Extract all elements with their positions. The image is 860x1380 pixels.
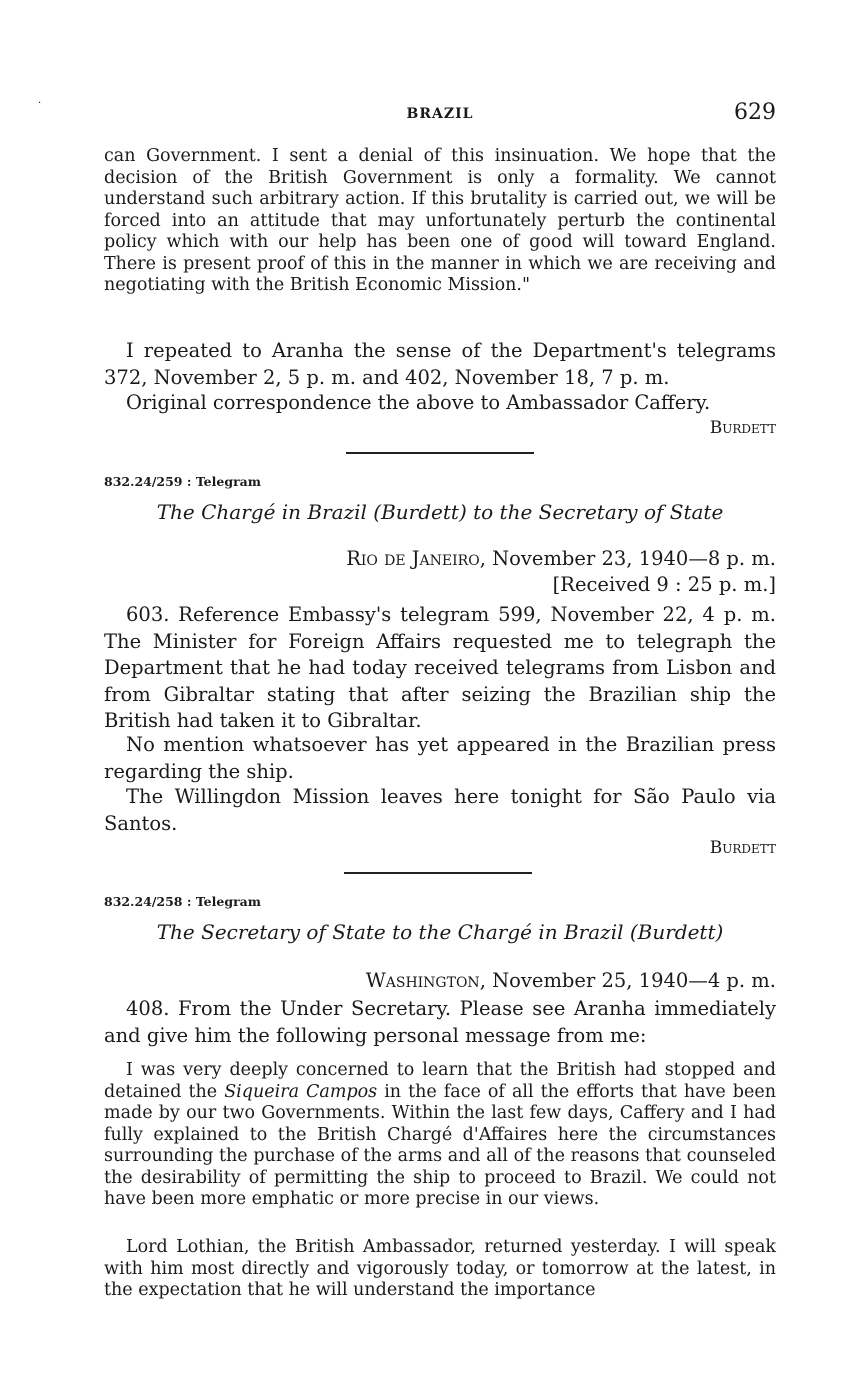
dateline-city: Rio de Janeiro bbox=[346, 547, 480, 570]
paragraph-original: Original correspondence the above to Ambassador Caffery. bbox=[126, 391, 711, 414]
ship-name: Siqueira Campos bbox=[224, 1081, 378, 1102]
quote-text-b: in the face of all the efforts that have been made by our two Governments. Within the last few days, Caffery and I had fully explained to the British Chargé d'Affaires here the circumstances surrounding the purchase of the arms and all of the reasons that counseled the desirability of permitting the ship to proceed to Brazil. We could not have been more emphatic or more precise in our views. bbox=[104, 1081, 776, 1209]
dateline-city-washington: Washington bbox=[365, 969, 480, 992]
stray-mark: · bbox=[38, 98, 42, 109]
document-heading-2: The Secretary of State to the Chargé in Brazil (Burdett) bbox=[156, 920, 724, 944]
paragraph-repeated: I repeated to Aranha the sense of the Department's telegrams 372, November 2, 5 p. m. and 402, November 18, 7 p. m. bbox=[104, 339, 776, 389]
dateline-washington bbox=[104, 968, 776, 995]
personal-message-paragraph-2: Lord Lothian, the British Ambassador, returned yesterday. I will speak with him most directly and vigorously today, or tomorrow at the latest, in the expectation that he will understand the importance bbox=[104, 1237, 776, 1300]
telegram-408-paragraph: 408. From the Under Secretary. Please see Aranha immediately and give him the following personal message from me: bbox=[104, 997, 776, 1047]
paragraph-press: No mention whatsoever has yet appeared in the Brazilian press regarding the ship. bbox=[104, 733, 776, 783]
file-number-258: 832.24/258 : Telegram bbox=[104, 894, 261, 909]
paragraph-willingdon-mission: The Willingdon Mission leaves here tonight for São Paulo via Santos. bbox=[104, 785, 776, 835]
quote-continuation: can Government. I sent a denial of this insinuation. We hope that the decision of the British Government is only a formality. We cannot understand such arbitrary action. If this brutality is carried out, we will be forced into an attitude that may unfortunately perturb the continental policy which with our help has been one of good will toward England. There is present proof of this in the manner in which we are receiving and negotiating with the British Economic Mission." bbox=[104, 146, 776, 295]
telegram-603-paragraph: 603. Reference Embassy's telegram 599, November 22, 4 p. m. The Minister for Foreign Affairs requested me to telegraph the Department that he had today received telegrams from Lisbon and from Gibraltar stating that after seizing the Brazilian ship the British had taken it to Gibraltar. bbox=[104, 603, 776, 732]
section-divider-1 bbox=[346, 452, 534, 454]
page-number: 629 bbox=[734, 100, 776, 125]
file-number-259: 832.24/259 : Telegram bbox=[104, 474, 261, 489]
dateline-rio bbox=[104, 546, 776, 573]
received-time: [Received 9 : 25 p. m.] bbox=[552, 573, 776, 596]
running-header bbox=[104, 100, 776, 130]
dateline-date-washington: , November 25, 1940—4 p. m. bbox=[479, 969, 776, 992]
signature-burdett-1: Burdett bbox=[709, 418, 776, 438]
section-divider-2 bbox=[344, 872, 532, 874]
personal-message-paragraph-1 bbox=[104, 1060, 776, 1211]
signature-burdett-2: Burdett bbox=[709, 838, 776, 858]
document-heading-1: The Chargé in Brazil (Burdett) to the Secretary of State bbox=[156, 500, 724, 524]
running-title: BRAZIL bbox=[406, 106, 474, 122]
quote-text-a: I was very deeply concerned to learn that the British had stopped and detained the bbox=[104, 1060, 776, 1102]
dateline-date: , November 23, 1940—8 p. m. bbox=[479, 547, 776, 570]
